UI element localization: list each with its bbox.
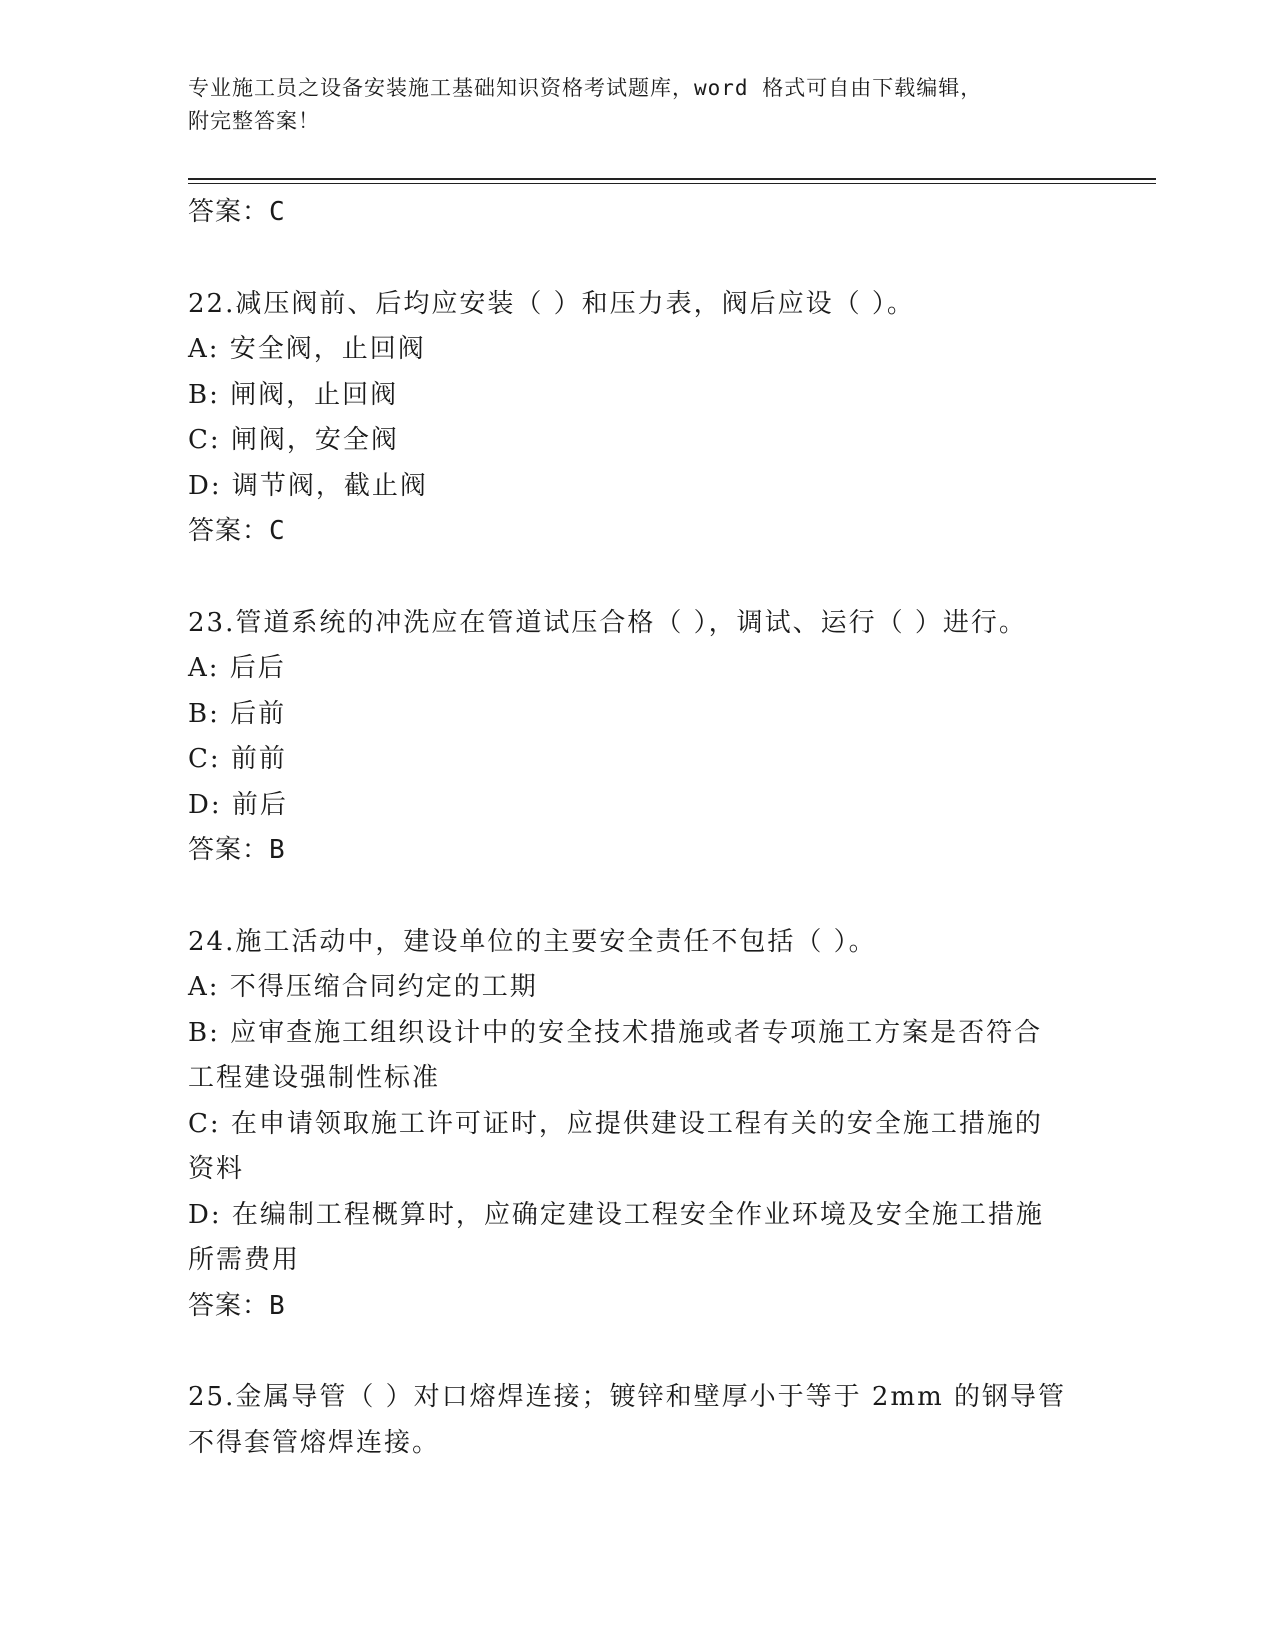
question-text: 24.施工活动中，建设单位的主要安全责任不包括（ ）。 [188, 926, 877, 957]
answer-label: 答案： [188, 1290, 270, 1321]
answer-line [188, 1284, 1088, 1330]
option-b: B: 闸阀，止回阀 [188, 379, 399, 410]
header-divider-thick [188, 178, 1156, 180]
option-c: C: 前前 [188, 744, 287, 774]
question-23 [188, 601, 1088, 874]
option-b-line-2: 工程建设强制性标准 [188, 1063, 441, 1093]
question-text-line-2: 不得套管熔焊连接。 [188, 1427, 441, 1458]
option-b-line-1: B: 应审查施工组织设计中的安全技术措施或者专项施工方案是否符合 [188, 1017, 1043, 1048]
answer-value: C [269, 197, 286, 227]
answer-value: B [269, 1290, 286, 1321]
answer-line [188, 509, 1088, 555]
question-25 [188, 1375, 1088, 1466]
question-24 [188, 920, 1088, 1330]
document-header [188, 72, 1068, 138]
answer-line [188, 190, 1088, 236]
question-22 [188, 282, 1088, 555]
option-d: D: 前后 [188, 789, 288, 820]
option-a: A: 不得压缩合同约定的工期 [188, 972, 538, 1002]
document-body [188, 190, 1088, 1466]
option-d: D: 调节阀，截止阀 [188, 470, 428, 501]
spacer [188, 236, 1088, 282]
answer-value: B [269, 835, 286, 865]
option-a: A: 安全阀，止回阀 [188, 334, 426, 364]
header-line-1: 专业施工员之设备安装施工基础知识资格考试题库，word 格式可自由下载编辑， [188, 76, 983, 100]
answer-label: 答案： [188, 197, 270, 227]
spacer [188, 555, 1088, 601]
option-c-line-1: C: 在申请领取施工许可证时，应提供建设工程有关的安全施工措施的 [188, 1108, 1043, 1139]
question-text-line-1: 25.金属导管（ ）对口熔焊连接；镀锌和壁厚小于等于 2mm 的钢导管 [188, 1382, 1066, 1412]
option-a: A: 后后 [188, 653, 286, 683]
header-divider-thin [188, 183, 1156, 184]
answer-label: 答案： [188, 516, 270, 546]
answer-line [188, 828, 1088, 874]
answer-value: C [269, 516, 286, 546]
option-c-line-2: 资料 [188, 1154, 245, 1184]
option-d-line-1: D: 在编制工程概算时，应确定建设工程安全作业环境及安全施工措施 [188, 1199, 1044, 1230]
question-text: 22.减压阀前、后均应安装（ ）和压力表，阀后应设（ ）。 [188, 288, 915, 319]
question-text: 23.管道系统的冲洗应在管道试压合格（ ），调试、运行（ ）进行。 [188, 607, 1027, 638]
option-b: B: 后前 [188, 698, 287, 729]
option-d-line-2: 所需费用 [188, 1245, 301, 1275]
spacer [188, 874, 1088, 920]
answer-label: 答案： [188, 835, 270, 865]
spacer [188, 1329, 1088, 1375]
option-c: C: 闸阀，安全阀 [188, 425, 399, 455]
header-line-2: 附完整答案！ [188, 109, 320, 133]
